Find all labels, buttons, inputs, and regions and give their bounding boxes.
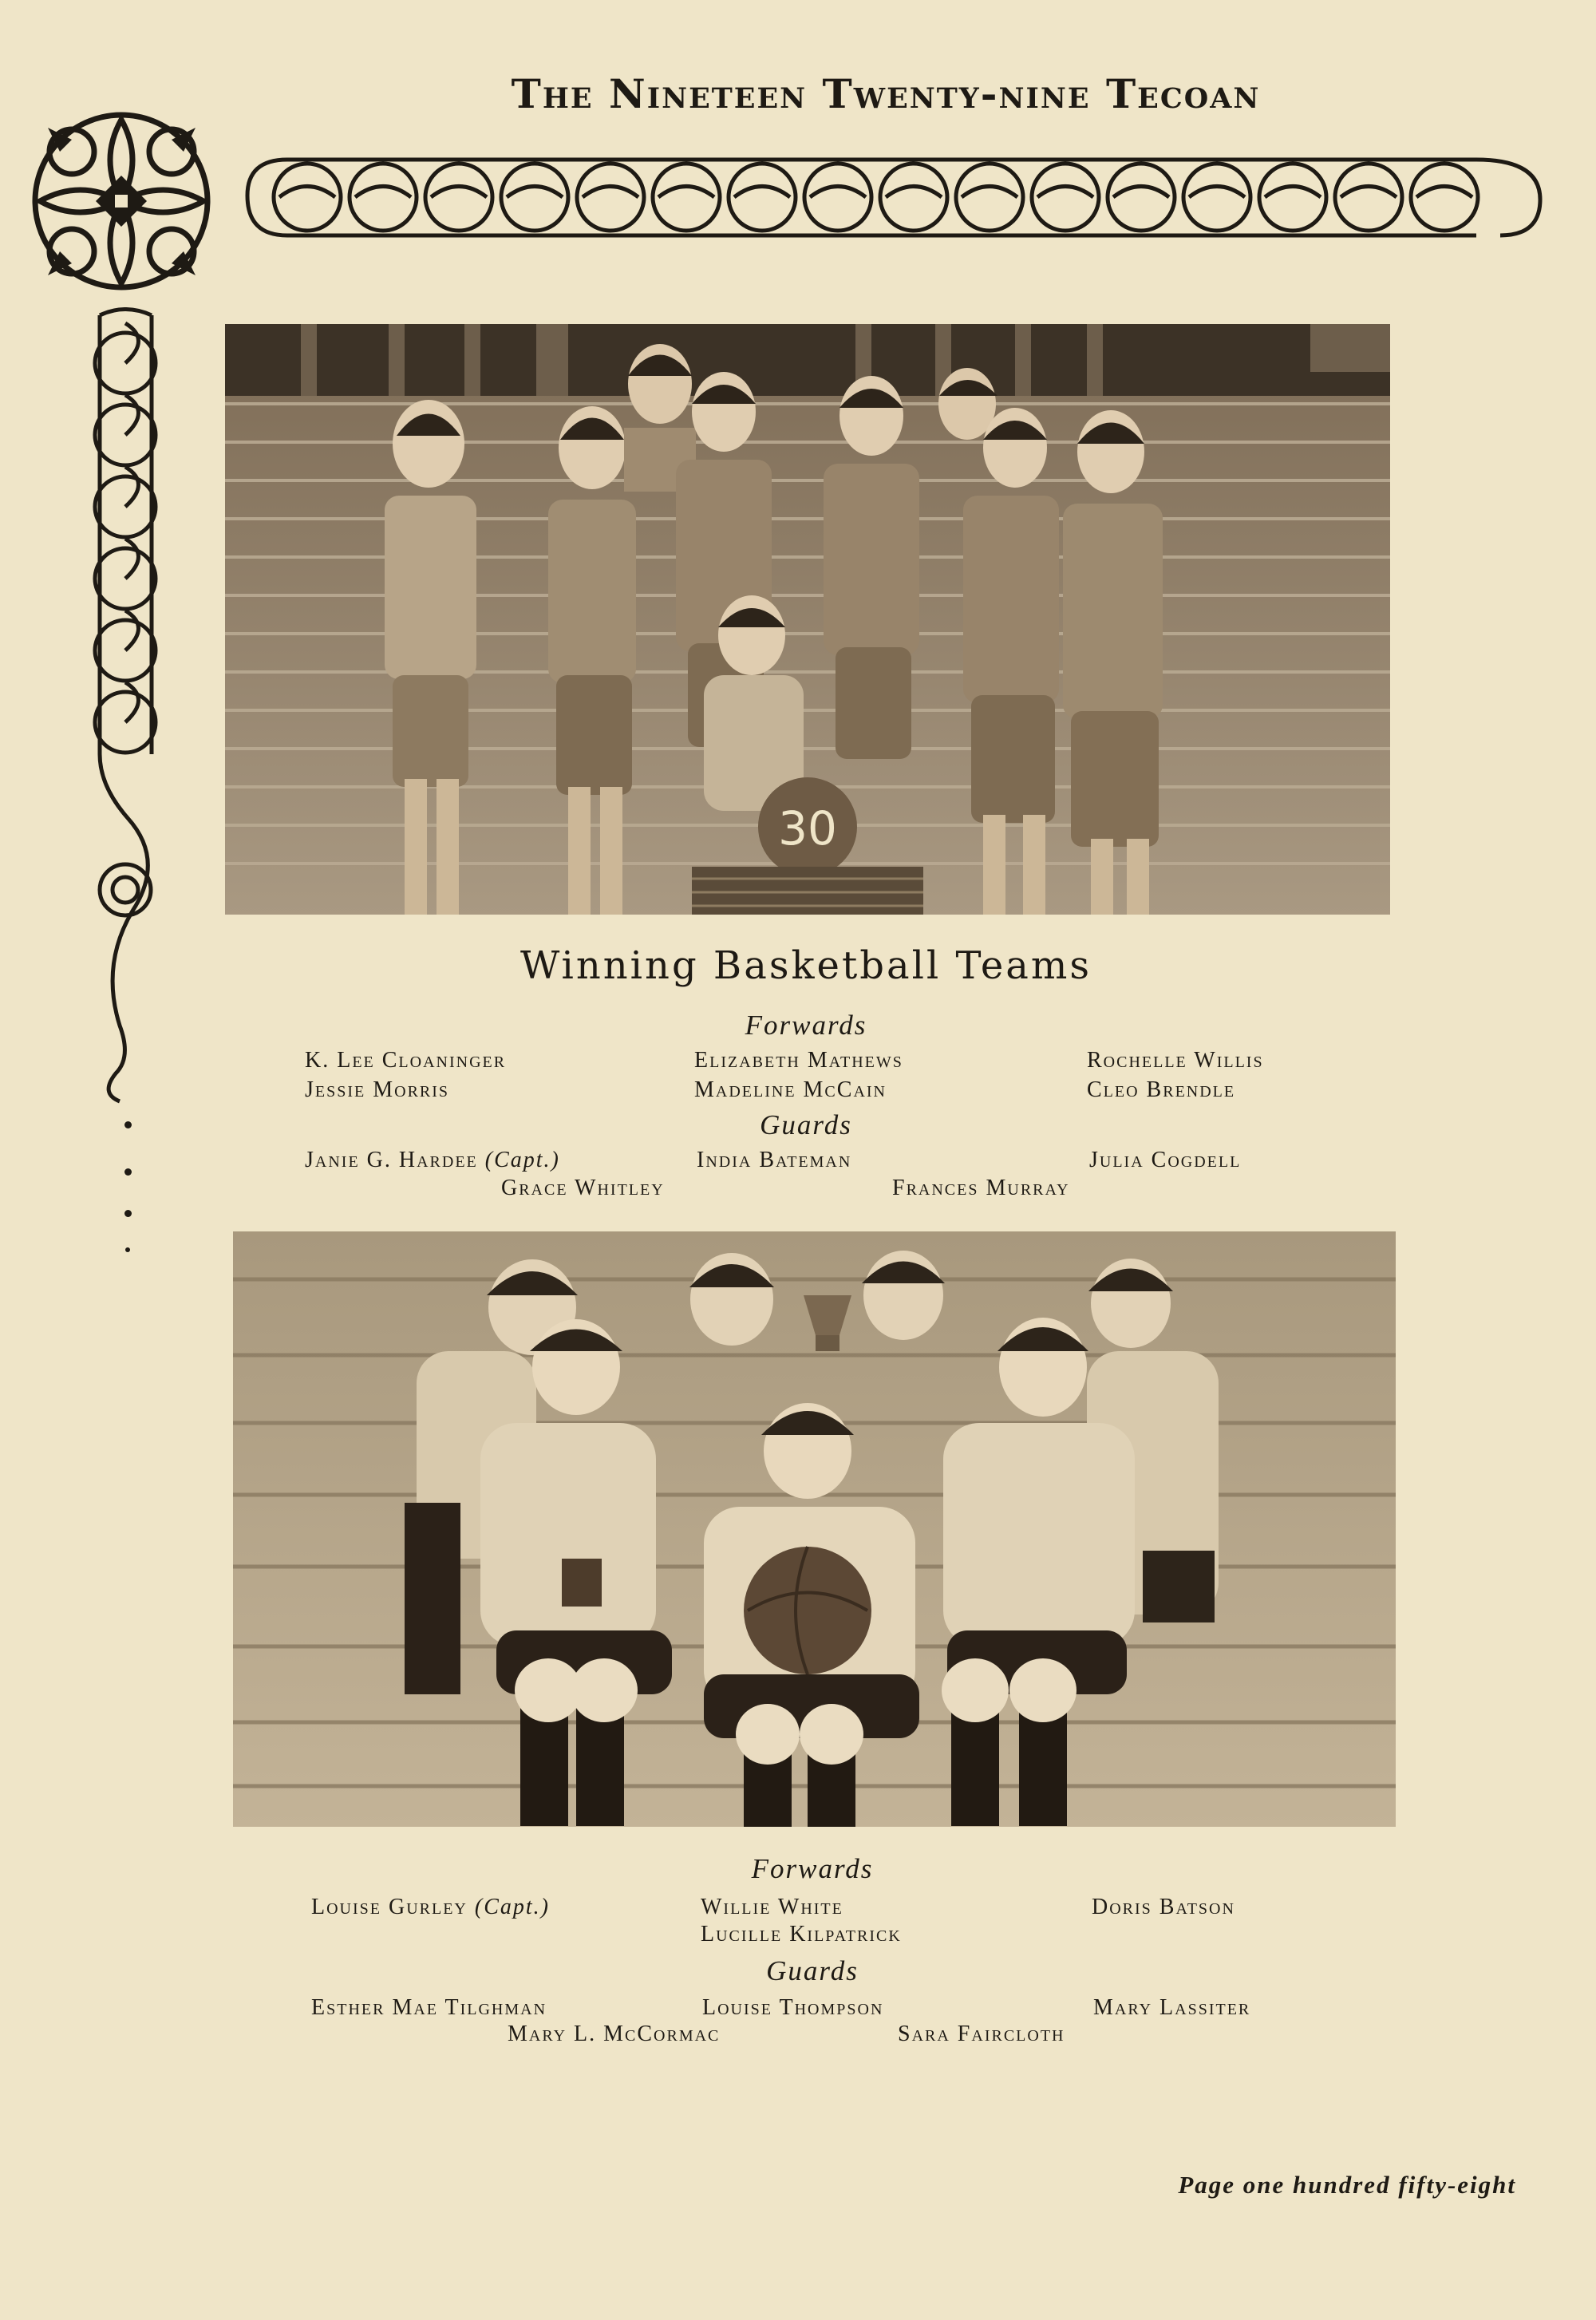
team2-guard-name: Esther Mae Tilghman [311, 1995, 547, 2020]
team1-guard-name: Julia Cogdell [1089, 1148, 1242, 1172]
ornament-dot [124, 1168, 132, 1176]
team2-guard-name: Louise Thompson [702, 1995, 884, 2020]
team1-forward-name: Cleo Brendle [1087, 1077, 1236, 1102]
ornament-dot [125, 1247, 130, 1252]
team1-guard-name [305, 1148, 560, 1173]
team1-guard-name: Grace Whitley [501, 1176, 665, 1200]
team1-guards-label: Guards [760, 1109, 852, 1140]
team1-guard-name: India Bateman [697, 1148, 852, 1172]
team2-guards-label: Guards [766, 1955, 859, 1986]
team1-forwards-label: Forwards [745, 1010, 867, 1041]
team-photo-top [225, 324, 1390, 915]
guard-name-text: Janie G. Hardee [305, 1148, 478, 1172]
team2-guard-name: Mary L. McCormac [508, 2022, 721, 2046]
team1-forward-name: Madeline McCain [694, 1077, 887, 1102]
team2-forward-name: Doris Batson [1092, 1895, 1235, 1919]
ball-number: 30 [778, 801, 837, 856]
team2-guard-name: Mary Lassiter [1093, 1995, 1251, 2020]
captain-note: (Capt.) [484, 1148, 560, 1172]
team2-forward-name [311, 1895, 550, 1920]
side-scroll-border [76, 307, 180, 1121]
corner-ornament-icon [24, 104, 219, 299]
team-photo-bottom [233, 1231, 1396, 1827]
team1-forward-name: K. Lee Cloaninger [305, 1048, 507, 1073]
captain-note: (Capt.) [474, 1895, 550, 1919]
team2-forward-name: Willie White [701, 1895, 843, 1919]
page-number: Page one hundred fifty-eight [1178, 2171, 1516, 2199]
team2-guard-name: Sara Faircloth [898, 2022, 1065, 2046]
page-header-title: The Nineteen Twenty-nine Tecoan [511, 70, 1261, 117]
team1-forward-name: Jessie Morris [305, 1077, 450, 1102]
team2-forward-name: Lucille Kilpatrick [701, 1922, 902, 1947]
ornament-dot [124, 1121, 132, 1128]
forward-name-text: Louise Gurley [311, 1895, 468, 1919]
ornament-dot [124, 1210, 132, 1217]
section-heading: Winning Basketball Teams [520, 943, 1092, 988]
team1-forward-name: Rochelle Willis [1087, 1048, 1264, 1073]
team1-forward-name: Elizabeth Mathews [694, 1048, 903, 1073]
team1-guard-name: Frances Murray [892, 1176, 1070, 1200]
top-scroll-border [231, 148, 1548, 247]
team2-forwards-label: Forwards [751, 1853, 874, 1884]
